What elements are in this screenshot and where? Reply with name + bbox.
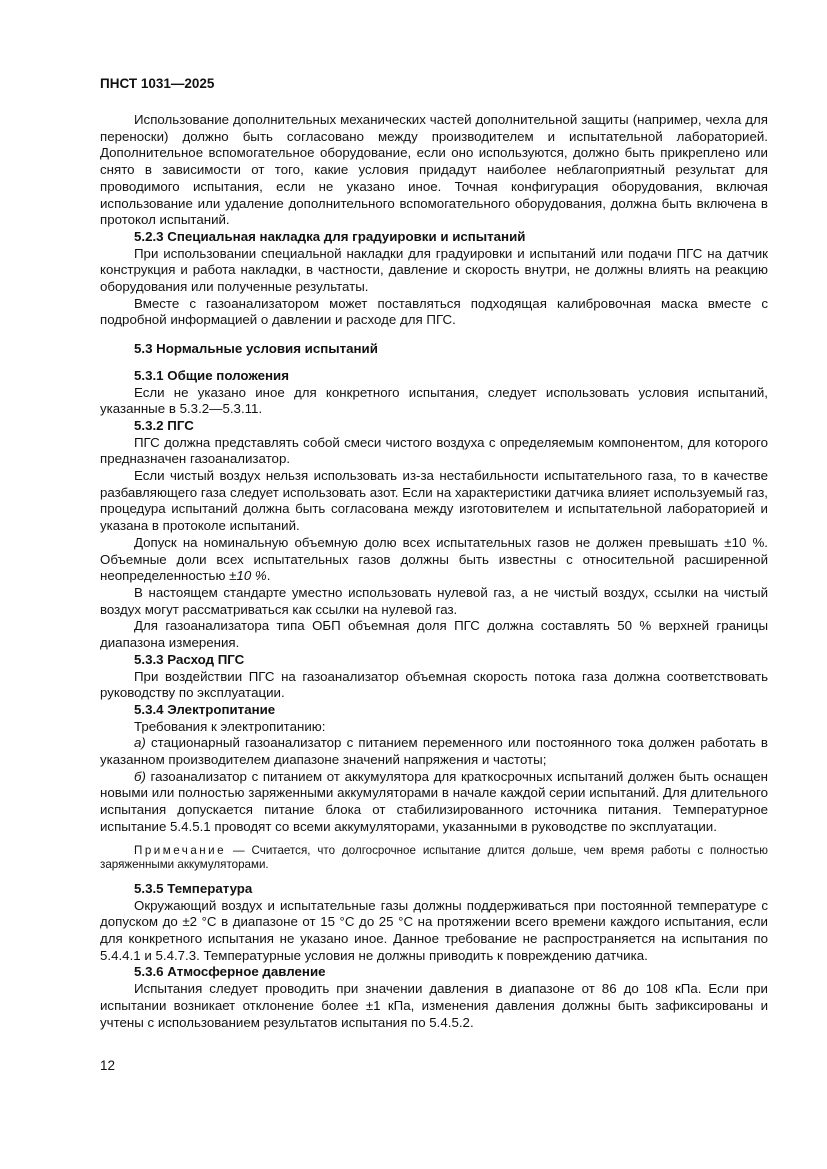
list-item-a	[100, 735, 768, 768]
list-item-a-text: стационарный газоанализатор с питанием переменного или постоянного тока должен работать в указанном производителем диапазоне значений напряжения и частоты;	[100, 735, 768, 768]
paragraph-5-3-2-1: ПГС должна представлять собой смеси чистого воздуха с определяемым компонентом, для которого предназначен газоанализатор.	[100, 434, 768, 467]
note-text: — Считается, что долгосрочное испытание длится дольше, чем время работы с полностью заряженными аккумуляторами.	[100, 843, 768, 872]
paragraph-5-3-4-1: Требования к электропитанию:	[134, 718, 326, 734]
paragraph-5-2-3-1: При использовании специальной накладки для градуировки и испытаний или подачи ПГС на датчик конструкция и работа накладки, в частности, давление и скорость внутри, не должны влиять на реакцию оборудования или полученные результаты.	[100, 245, 768, 295]
heading-5-3-5: 5.3.5 Температура	[134, 880, 253, 896]
list-marker-b: б)	[134, 768, 146, 784]
heading-5-3-6: 5.3.6 Атмосферное давление	[134, 964, 326, 980]
paragraph-5-2-3-2: Вместе с газоанализатором может поставляться подходящая калибровочная маска вместе с подробной информацией о давлении и расходе для ПГС.	[100, 295, 768, 328]
paragraph-5-3-2-2: Если чистый воздух нельзя использовать из-за нестабильности испытательного газа, то в качестве разбавляющего газа следует использовать азот. Если на характеристики датчика влияет используемый газ, процедура испытаний должна быть согласована между изготовителем и испытательной лабораторией и указана в протоколе испытаний.	[100, 468, 768, 534]
page-number: 12	[100, 1058, 116, 1073]
list-item-b	[100, 769, 768, 836]
heading-5-3-2: 5.3.2 ПГС	[134, 417, 194, 433]
paragraph-5-3-6-1: Испытания следует проводить при значении давления в диапазоне от 86 до 108 кПа. Если при испытании возникает отклонение более ±1 кПа, изменения давления должны быть зафиксированы и учтены с использованием результатов испытания по 5.4.5.2.	[100, 981, 768, 1030]
paragraph-intro: Использование дополнительных механических частей дополнительной защиты (например, чехла для переноски) должно быть согласовано между производителем и испытательной лабораторией. Дополнительное вспомогательное оборудование, если оно используются, должно быть прикреплено или снято в зависимости от того, какие условия придадут наиболее неблагоприятный результат для проводимого испытания, если не указано иное. Точная конфигурация оборудования, включая использование или удаление дополнительного вспомогательного оборудования, должна быть включена в протокол испытаний.	[100, 112, 768, 228]
heading-5-3-3: 5.3.3 Расход ПГС	[134, 651, 245, 667]
paragraph-5-3-5-1: Окружающий воздух и испытательные газы должны поддерживаться при постоянной температуре с допуском до ±2 °С в диапазоне от 15 °С до 25 °С на протяжении всего времени каждого испытания, если для конкретного испытания не указано иное. Данное требование не распространяется на испытания по 5.4.4.1 и 5.4.7.3. Температурные условия не должны приводить к повреждению датчика.	[100, 897, 768, 963]
heading-5-2-3: 5.2.3 Специальная накладка для градуировки и испытаний	[134, 228, 526, 244]
paragraph-5-3-1-1: Если не указано иное для конкретного испытания, следует использовать условия испытаний, указанные в 5.3.2—5.3.11.	[100, 384, 768, 417]
uncertainty-value: ±10 %	[229, 568, 267, 584]
document-header: ПНСТ 1031—2025	[100, 76, 215, 91]
note	[100, 844, 768, 873]
paragraph-5-3-2-4: В настоящем стандарте уместно использовать нулевой газ, а не чистый воздух, ссылки на чистый воздух могут рассматриваться как ссылки на нулевой газ.	[100, 584, 768, 617]
heading-5-3-4: 5.3.4 Электропитание	[134, 701, 276, 717]
heading-5-3-1: 5.3.1 Общие положения	[134, 367, 289, 383]
paragraph-5-3-2-3-text: Допуск на номинальную объемную долю всех испытательных газов не должен превышать ±10 %. Объемные доли всех испытательных газов должны быть известны с относительной расширенной неопределенностью	[100, 534, 768, 584]
paragraph-5-3-2-3-end: .	[266, 568, 271, 584]
document-page	[100, 76, 768, 1031]
paragraph-5-3-2-3	[100, 535, 768, 585]
list-item-b-text: газоанализатор с питанием от аккумулятора для краткосрочных испытаний должен быть оснащен новыми или полностью заряженными аккумуляторами в начале каждой серии испытаний. Для длительного испытания допускается питание блока от стабилизированного источника питания. Температурное испытание 5.4.5.1 проводят со всеми аккумуляторами, указанными в руководстве по эксплуатации.	[100, 768, 768, 834]
note-label: Примечание	[134, 843, 227, 857]
heading-5-3: 5.3 Нормальные условия испытаний	[134, 341, 378, 357]
paragraph-5-3-2-5: Для газоанализатора типа ОБП объемная доля ПГС должна составлять 50 % верхней границы диапазона измерения.	[100, 618, 768, 651]
list-marker-a: а)	[134, 735, 146, 751]
paragraph-5-3-3-1: При воздействии ПГС на газоанализатор объемная скорость потока газа должна соответствовать руководству по эксплуатации.	[100, 668, 768, 701]
